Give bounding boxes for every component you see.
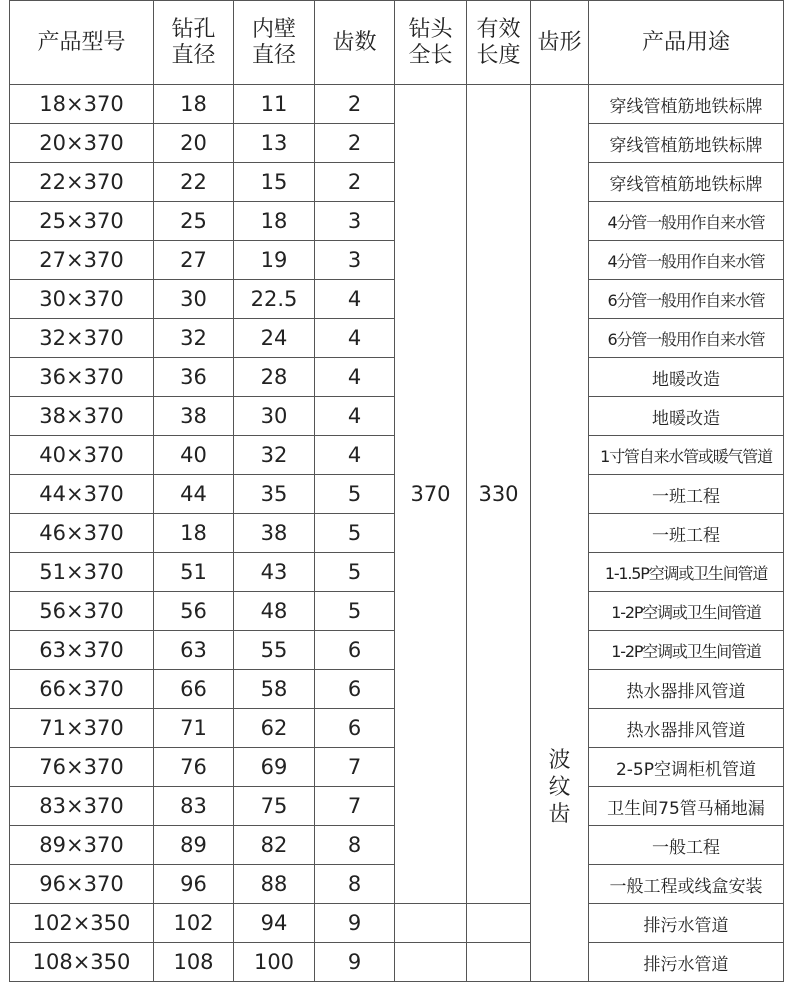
teeth-cell: 9 [315, 904, 395, 943]
teeth-cell: 8 [315, 826, 395, 865]
model-cell: 44×370 [10, 475, 154, 514]
header-teeth: 齿数 [315, 1, 395, 85]
teeth-cell: 5 [315, 514, 395, 553]
effective-length-cell [467, 904, 531, 943]
total-length-cell [395, 943, 467, 982]
model-cell: 63×370 [10, 631, 154, 670]
bore-cell: 30 [154, 280, 234, 319]
header-bore-diameter: 钻孔 直径 [154, 1, 234, 85]
model-cell: 38×370 [10, 397, 154, 436]
teeth-cell: 4 [315, 436, 395, 475]
inner-cell: 30 [234, 397, 315, 436]
bore-cell: 40 [154, 436, 234, 475]
usage-cell: 4分管一般用作自来水管 [589, 202, 784, 241]
usage-cell: 热水器排风管道 [589, 709, 784, 748]
model-cell: 30×370 [10, 280, 154, 319]
header-inner-diameter: 内壁 直径 [234, 1, 315, 85]
inner-cell: 62 [234, 709, 315, 748]
inner-cell: 48 [234, 592, 315, 631]
teeth-cell: 7 [315, 787, 395, 826]
bore-cell: 66 [154, 670, 234, 709]
header-model: 产品型号 [10, 1, 154, 85]
tooth-shape-cell: 波 纹 齿 [531, 85, 589, 982]
model-cell: 46×370 [10, 514, 154, 553]
teeth-cell: 6 [315, 631, 395, 670]
inner-cell: 35 [234, 475, 315, 514]
inner-cell: 55 [234, 631, 315, 670]
teeth-cell: 3 [315, 202, 395, 241]
bore-cell: 32 [154, 319, 234, 358]
header-effective-length: 有效 长度 [467, 1, 531, 85]
bore-cell: 18 [154, 514, 234, 553]
model-cell: 20×370 [10, 124, 154, 163]
model-cell: 36×370 [10, 358, 154, 397]
usage-cell: 排污水管道 [589, 943, 784, 982]
inner-cell: 94 [234, 904, 315, 943]
teeth-cell: 4 [315, 397, 395, 436]
bore-cell: 27 [154, 241, 234, 280]
usage-cell: 1-1.5P空调或卫生间管道 [589, 553, 784, 592]
table-row [10, 85, 784, 124]
model-cell: 96×370 [10, 865, 154, 904]
bore-cell: 108 [154, 943, 234, 982]
teeth-cell: 2 [315, 163, 395, 202]
bore-cell: 89 [154, 826, 234, 865]
inner-cell: 69 [234, 748, 315, 787]
usage-cell: 一班工程 [589, 475, 784, 514]
model-cell: 22×370 [10, 163, 154, 202]
header-usage: 产品用途 [589, 1, 784, 85]
teeth-cell: 4 [315, 358, 395, 397]
inner-cell: 13 [234, 124, 315, 163]
usage-cell: 热水器排风管道 [589, 670, 784, 709]
model-cell: 89×370 [10, 826, 154, 865]
usage-cell: 排污水管道 [589, 904, 784, 943]
usage-cell: 6分管一般用作自来水管 [589, 280, 784, 319]
model-cell: 76×370 [10, 748, 154, 787]
bore-cell: 22 [154, 163, 234, 202]
usage-cell: 穿线管植筋地铁标牌 [589, 163, 784, 202]
inner-cell: 11 [234, 85, 315, 124]
inner-cell: 88 [234, 865, 315, 904]
usage-cell: 穿线管植筋地铁标牌 [589, 85, 784, 124]
bore-cell: 44 [154, 475, 234, 514]
model-cell: 83×370 [10, 787, 154, 826]
teeth-cell: 9 [315, 943, 395, 982]
inner-cell: 58 [234, 670, 315, 709]
model-cell: 71×370 [10, 709, 154, 748]
bore-cell: 25 [154, 202, 234, 241]
table-row [10, 943, 784, 982]
teeth-cell: 5 [315, 592, 395, 631]
bore-cell: 71 [154, 709, 234, 748]
bore-cell: 36 [154, 358, 234, 397]
inner-cell: 75 [234, 787, 315, 826]
inner-cell: 100 [234, 943, 315, 982]
usage-cell: 一班工程 [589, 514, 784, 553]
inner-cell: 43 [234, 553, 315, 592]
bore-cell: 56 [154, 592, 234, 631]
bore-cell: 18 [154, 85, 234, 124]
bore-cell: 83 [154, 787, 234, 826]
usage-cell: 1寸管自来水管或暖气管道 [589, 436, 784, 475]
header-row [10, 1, 784, 85]
table-row [10, 904, 784, 943]
inner-cell: 82 [234, 826, 315, 865]
inner-cell: 19 [234, 241, 315, 280]
bore-cell: 63 [154, 631, 234, 670]
total-length-cell: 370 [395, 85, 467, 904]
model-cell: 56×370 [10, 592, 154, 631]
teeth-cell: 8 [315, 865, 395, 904]
usage-cell: 一般工程或线盒安装 [589, 865, 784, 904]
usage-cell: 4分管一般用作自来水管 [589, 241, 784, 280]
model-cell: 40×370 [10, 436, 154, 475]
usage-cell: 穿线管植筋地铁标牌 [589, 124, 784, 163]
bore-cell: 76 [154, 748, 234, 787]
inner-cell: 28 [234, 358, 315, 397]
table-body [10, 85, 784, 982]
effective-length-cell: 330 [467, 85, 531, 904]
header-total-length: 钻头 全长 [395, 1, 467, 85]
model-cell: 108×350 [10, 943, 154, 982]
usage-cell: 1-2P空调或卫生间管道 [589, 592, 784, 631]
product-spec-table [9, 0, 784, 982]
inner-cell: 22.5 [234, 280, 315, 319]
usage-cell: 一般工程 [589, 826, 784, 865]
teeth-cell: 6 [315, 709, 395, 748]
inner-cell: 18 [234, 202, 315, 241]
effective-length-cell [467, 943, 531, 982]
usage-cell: 2-5P空调柜机管道 [589, 748, 784, 787]
teeth-cell: 5 [315, 553, 395, 592]
teeth-cell: 6 [315, 670, 395, 709]
teeth-cell: 2 [315, 85, 395, 124]
usage-cell: 地暖改造 [589, 397, 784, 436]
inner-cell: 15 [234, 163, 315, 202]
header-tooth-shape: 齿形 [531, 1, 589, 85]
model-cell: 51×370 [10, 553, 154, 592]
model-cell: 25×370 [10, 202, 154, 241]
total-length-cell [395, 904, 467, 943]
usage-cell: 6分管一般用作自来水管 [589, 319, 784, 358]
teeth-cell: 3 [315, 241, 395, 280]
bore-cell: 102 [154, 904, 234, 943]
model-cell: 27×370 [10, 241, 154, 280]
model-cell: 66×370 [10, 670, 154, 709]
teeth-cell: 4 [315, 319, 395, 358]
inner-cell: 38 [234, 514, 315, 553]
bore-cell: 51 [154, 553, 234, 592]
teeth-cell: 2 [315, 124, 395, 163]
teeth-cell: 7 [315, 748, 395, 787]
usage-cell: 1-2P空调或卫生间管道 [589, 631, 784, 670]
model-cell: 32×370 [10, 319, 154, 358]
bore-cell: 20 [154, 124, 234, 163]
usage-cell: 卫生间75管马桶地漏 [589, 787, 784, 826]
bore-cell: 38 [154, 397, 234, 436]
model-cell: 102×350 [10, 904, 154, 943]
model-cell: 18×370 [10, 85, 154, 124]
inner-cell: 32 [234, 436, 315, 475]
inner-cell: 24 [234, 319, 315, 358]
teeth-cell: 4 [315, 280, 395, 319]
teeth-cell: 5 [315, 475, 395, 514]
bore-cell: 96 [154, 865, 234, 904]
usage-cell: 地暖改造 [589, 358, 784, 397]
